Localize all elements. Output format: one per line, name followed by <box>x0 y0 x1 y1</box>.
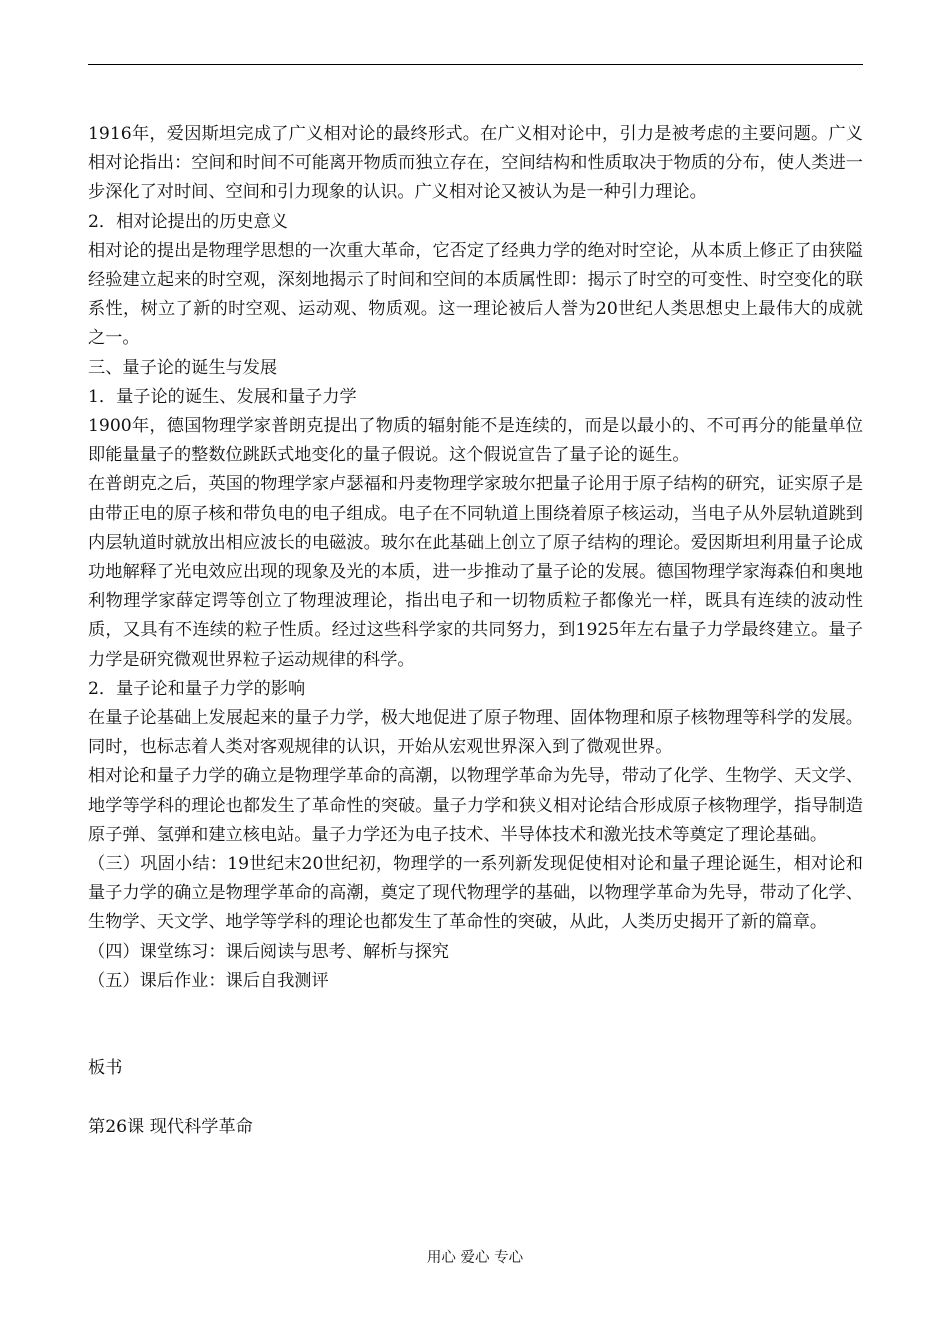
blank-line <box>88 996 863 1025</box>
paragraph-quantum-development: 在普朗克之后，英国的物理学家卢瑟福和丹麦物理学家玻尔把量子论用于原子结构的研究，证实原子是由带正电的原子核和带负电的电子组成。电子在不同轨道上围绕着原子核运动，当电子从外层轨道跳到内层轨道时就放出相应波长的电磁波。玻尔在此基础上创立了原子结构的理论。爱因斯坦利用量子论成功地解释了光电效应出现的现象及光的本质，进一步推动了量子论的发展。德国物理学家海森伯和奥地利物理学家薛定谔等创立了物理波理论，指出电子和一切物质粒子都像光一样，既具有连续的波动性质，又具有不连续的粒子性质。经过这些科学家的共同努力，到1925年左右量子力学最终建立。量子力学是研究微观世界粒子运动规律的科学。 <box>88 474 863 670</box>
paragraph-quantum-influence: 在量子论基础上发展起来的量子力学，极大地促进了原子物理、固体物理和原子核物理等科学的发展。同时，也标志着人类对客观规律的认识，开始从宏观世界深入到了微观世界。 <box>88 708 863 758</box>
page-footer: 用心 爱心 专心 <box>426 1250 524 1266</box>
paragraph-general-relativity: 1916年，爱因斯坦完成了广义相对论的最终形式。在广义相对论中，引力是被考虑的主要问题。广义相对论指出：空间和时间不可能离开物质而独立存在，空间结构和性质取决于物质的分布，使人类进一步深化了对时间、空间和引力现象的认识。广义相对论又被认为是一种引力理论。 <box>88 124 863 203</box>
paragraph-relativity-significance: 相对论的提出是物理学思想的一次重大革命，它否定了经典力学的绝对时空论，从本质上修正了由狭隘经验建立起来的时空观，深刻地揭示了时间和空间的本质属性即：揭示了时空的可变性、时空变化的联系性，树立了新的时空观、运动观、物质观。这一理论被后人誉为20世纪人类思想史上最伟大的成就之一。 <box>88 240 863 349</box>
section-heading-quantum: 三、量子论的诞生与发展 <box>88 357 278 378</box>
paragraph-summary: （三）巩固小结：19世纪末20世纪初，物理学的一系列新发现促使相对论和量子理论诞生，相对论和量子力学的确立是物理学革命的高潮，奠定了现代物理学的基础，以物理学革命为先导，带动了化学、生物学、天文学、地学等学科的理论也都发生了革命性的突破，从此，人类历史揭开了新的篇章。 <box>88 854 863 933</box>
paragraph-planck: 1900年，德国物理学家普朗克提出了物质的辐射能不是连续的，而是以最小的、不可再分的能量单位即能量量子的整数位跳跃式地变化的量子假说。这个假说宣告了量子论的诞生。 <box>88 416 863 466</box>
document-body <box>88 120 863 1142</box>
header-rule <box>88 64 863 65</box>
heading-relativity-significance: 2．相对论提出的历史意义 <box>88 211 288 232</box>
board-label: 板书 <box>88 1058 123 1079</box>
paragraph-classroom-exercise: （四）课堂练习：课后阅读与思考、解析与探究 <box>88 941 449 962</box>
paragraph-homework: （五）课后作业：课后自我测评 <box>88 970 329 991</box>
paragraph-physics-revolution: 相对论和量子力学的确立是物理学革命的高潮，以物理学革命为先导，带动了化学、生物学、天文学、地学等学科的理论也都发生了革命性的突破。量子力学和狭义相对论结合形成原子核物理学，指导制造原子弹、氢弹和建立核电站。量子力学还为电子技术、半导体技术和激光技术等奠定了理论基础。 <box>88 766 863 845</box>
heading-quantum-influence: 2．量子论和量子力学的影响 <box>88 678 306 699</box>
blank-line <box>88 1025 863 1054</box>
lesson-title: 第26课 现代科学革命 <box>88 1116 253 1137</box>
blank-line <box>88 1084 863 1113</box>
heading-quantum-birth: 1．量子论的诞生、发展和量子力学 <box>88 386 357 407</box>
